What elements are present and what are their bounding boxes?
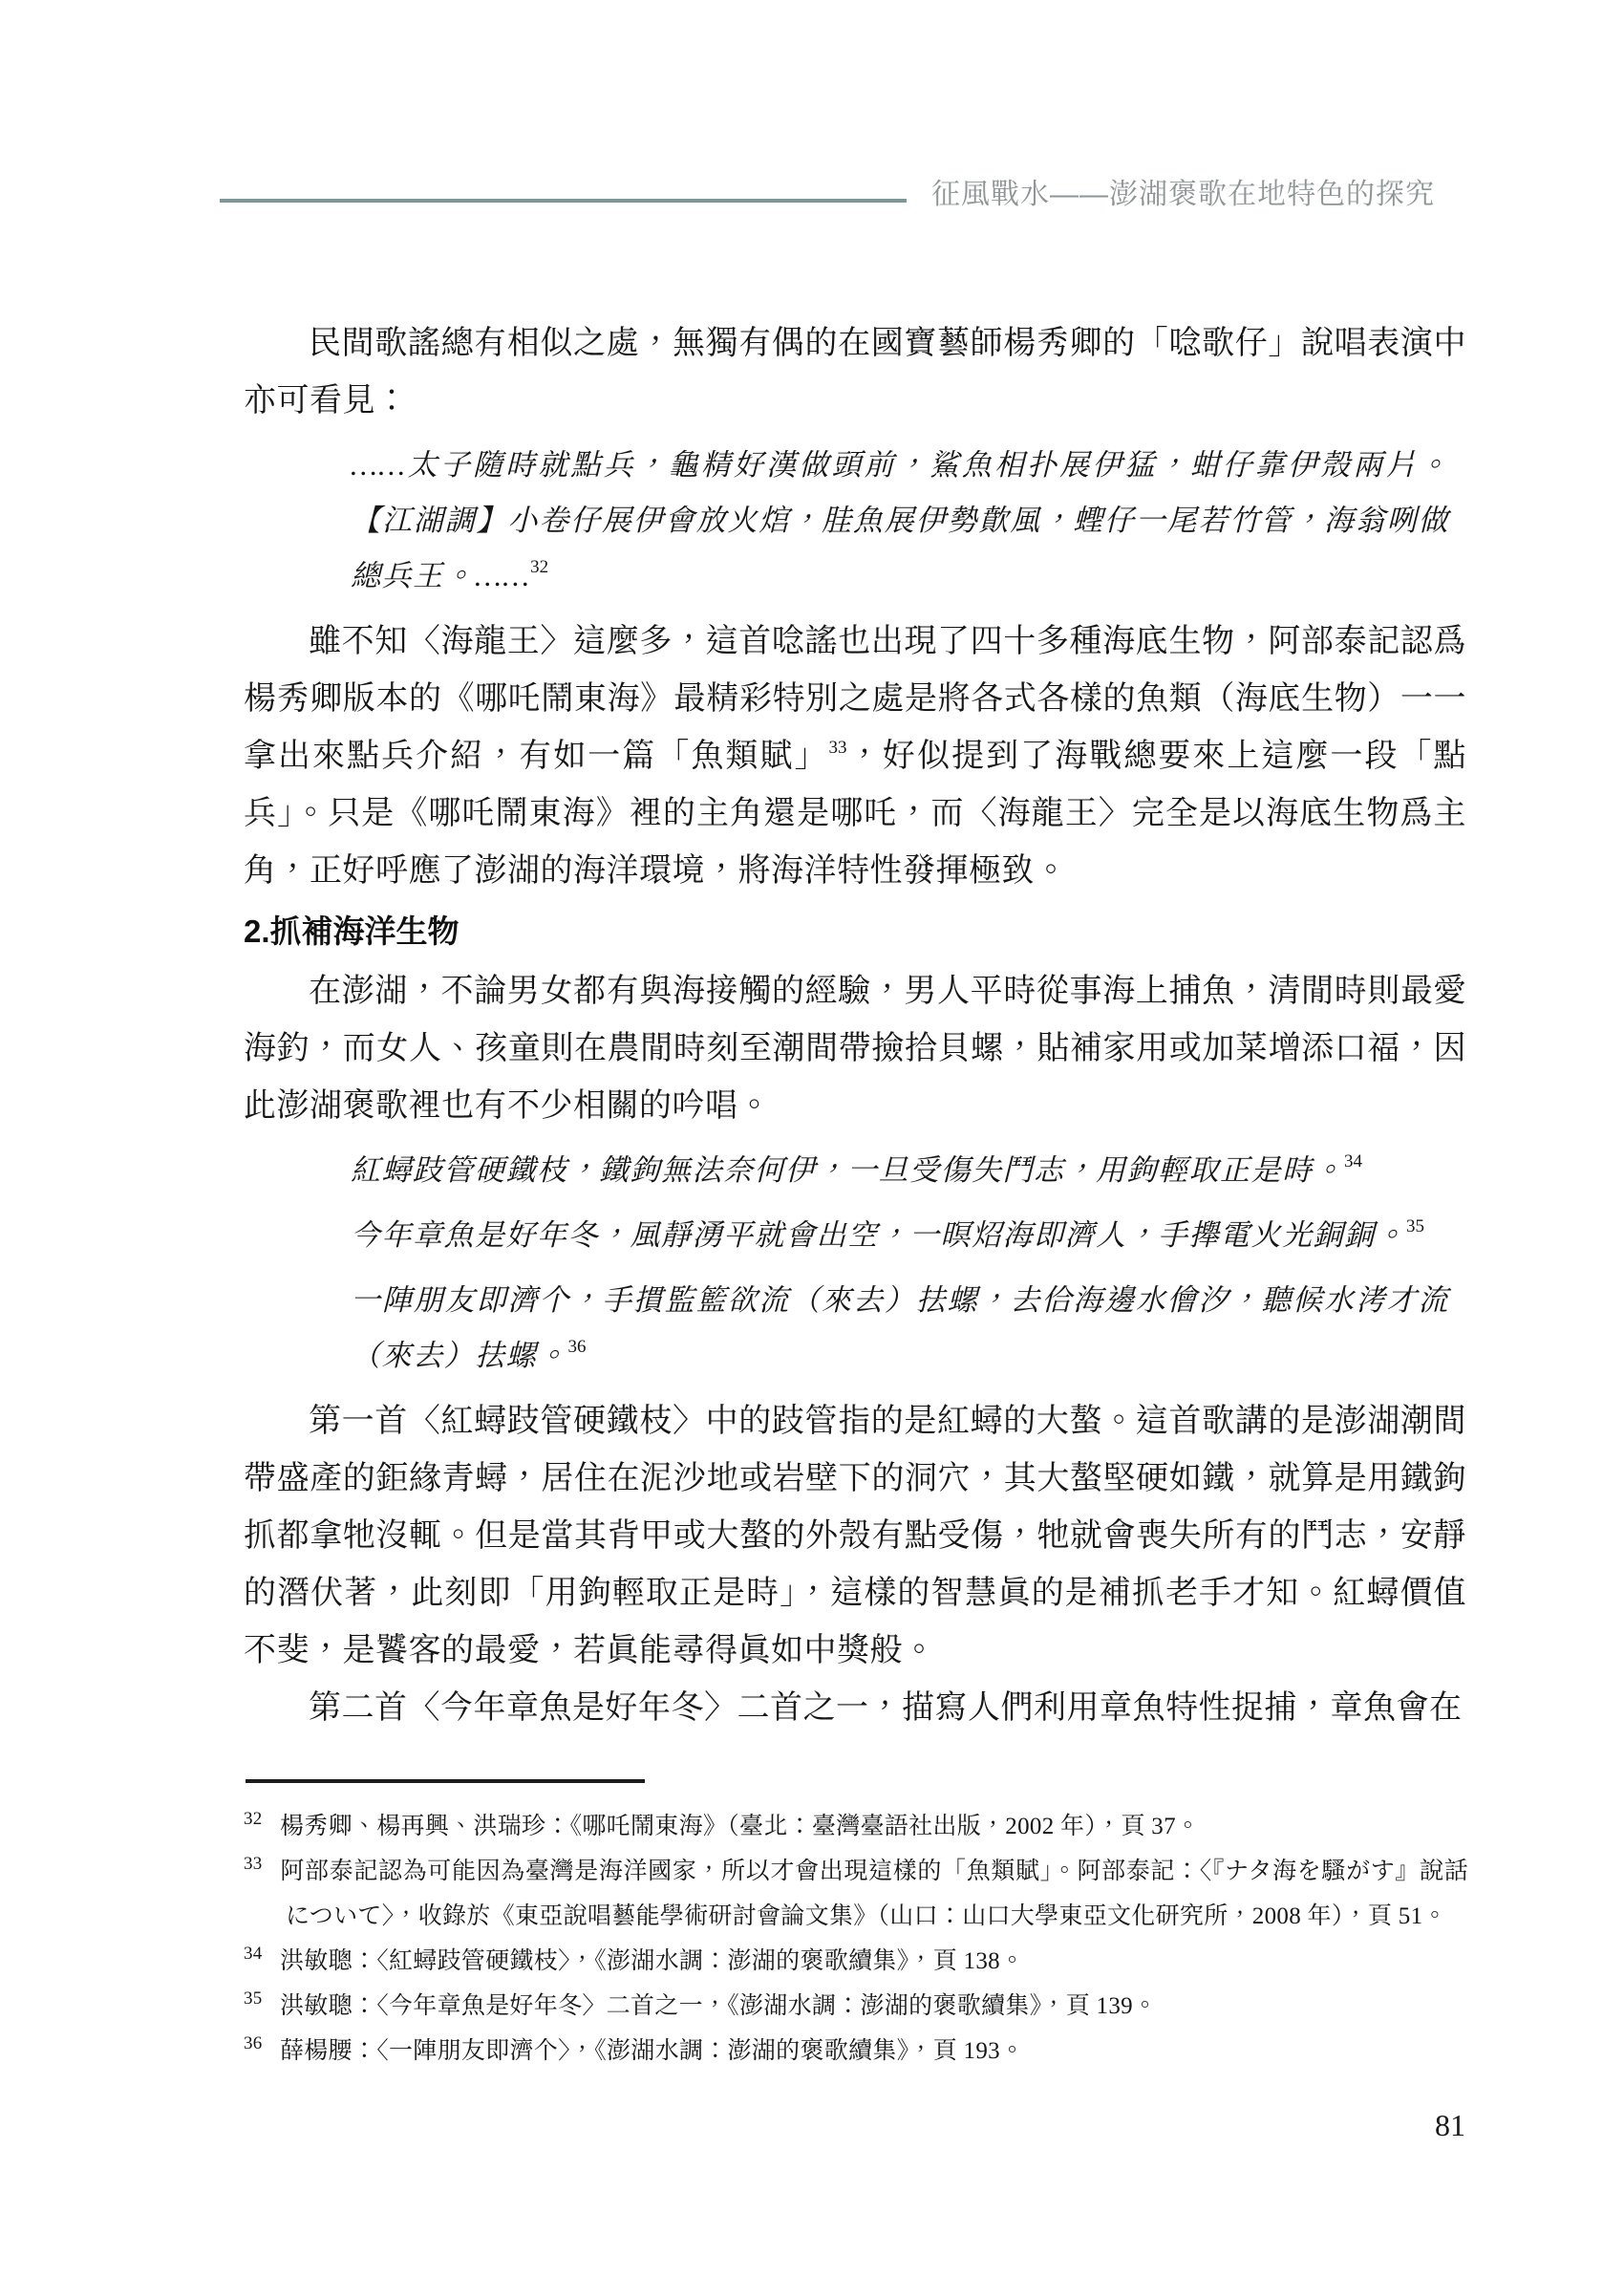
footnote-text: 阿部泰記認為可能因為臺灣是海洋國家，所以才會出現這樣的「魚類賦」。阿部泰記：〈『ナタ海を騷がす』說話について〉，收錄於《東亞說唱藝能學術研討會論文集》（山口：山口大學東亞文化研究所，2008 年），頁 51。	[280, 1859, 1468, 1929]
paragraph: 雖不知〈海龍王〉這麼多，這首唸謠也出現了四十多種海底生物，阿部泰記認爲楊秀卿版本的《哪吒鬧東海》最精彩特別之處是將各式各樣的魚類（海底生物）一一拿出來點兵介紹，有如一篇「魚類賦」$^{33}$，好似提到了海戰總要來上這麼一段「點兵」。只是《哪吒鬧東海》裡的主角還是哪吒，而〈海龍王〉完全是以海底生物爲主角，正好呼應了澎湖的海洋環境，將海洋特性發揮極致。	[244, 624, 1466, 889]
page-header-title: 征風戰水——澎湖褒歌在地特色的探究	[931, 179, 1435, 210]
footnote-item: 35 洪敏聰：〈今年章魚是好年冬〉二首之一，《澎湖水調：澎湖的褒歌續集》，頁 139。	[244, 1988, 1158, 2019]
quote-verse: 紅蟳跂管硬鐵枝，鐵鉤無法奈何伊，一旦受傷失鬥志，用鉤輕取正是時。$^{34}$	[351, 1151, 1362, 1187]
quote-verse: 一陣朋友即濟个，手摜監籃欲流（來去）抾螺，去佮海邊水儈汐，聽候水洘才流（來去）抾螺。$^{36}$	[351, 1283, 1449, 1372]
quote-verse: 今年章魚是好年冬，風靜湧平就會出空，一暝炤海即濟人，手攑電火光銅銅。$^{35}$	[351, 1216, 1424, 1252]
footnote-text: 洪敏聰：〈今年章魚是好年冬〉二首之一，《澎湖水調：澎湖的褒歌續集》，頁 139。	[280, 1993, 1158, 2019]
footnote-list	[244, 1804, 1468, 2074]
quote-verse: ……太子隨時就點兵，龜精好漢做頭前，鯊魚相扑展伊猛，蚶仔靠伊殼兩片。【江湖調】小卷仔展伊會放火熍，胿魚展伊勢歕風，蟶仔一尾若竹管，海翁咧做總兵王。……$^{32}$	[351, 448, 1449, 592]
footnote-text: 洪敏聰：〈紅蟳跂管硬鐵枝〉，《澎湖水調：澎湖的褒歌續集》，頁 138。	[280, 1948, 1025, 1974]
footnote-item: 34 洪敏聰：〈紅蟳跂管硬鐵枝〉，《澎湖水調：澎湖的褒歌續集》，頁 138。	[244, 1944, 1025, 1974]
paragraph: 第二首〈今年章魚是好年冬〉二首之一，描寫人們利用章魚特性捉捕，章魚會在	[309, 1690, 1463, 1726]
footnote-ref: 36	[567, 1337, 587, 1357]
paragraph: 民間歌謠總有相似之處，無獨有偶的在國寶藝師楊秀卿的「唸歌仔」說唱表演中亦可看見：	[244, 326, 1466, 419]
footnotes-section	[244, 1779, 1468, 2074]
paragraph: 第一首〈紅蟳跂管硬鐵枝〉中的跂管指的是紅蟳的大螯。這首歌講的是澎湖潮間帶盛產的鉅緣青蟳，居住在泥沙地或岩壁下的洞穴，其大螯堅硬如鐵，就算是用鐵鉤抓都拿牠沒輒。但是當其背甲或大螯的外殼有點受傷，牠就會喪失所有的鬥志，安靜的潛伏著，此刻即「用鉤輕取正是時」，這樣的智慧眞的是補抓老手才知。紅蟳價值不斐，是饕客的最愛，若眞能尋得眞如中獎般。	[244, 1404, 1466, 1668]
footnote-separator	[246, 1779, 645, 1783]
footnote-item: 36 薛楊腰：〈一陣朋友即濟个〉，《澎湖水調：澎湖的褒歌續集》，頁 193。	[244, 2033, 1025, 2064]
article-body	[244, 315, 1466, 1737]
running-header	[220, 170, 1435, 212]
footnote-ref: 35	[1406, 1216, 1424, 1236]
paragraph: 在澎湖，不論男女都有與海接觸的經驗，男人平時從事海上捕魚，清閒時則最愛海釣，而女人、孩童則在農閒時刻至潮間帶撿拾貝螺，貼補家用或加菜增添口福，因此澎湖褒歌裡也有不少相關的吟唱。	[244, 974, 1466, 1124]
header-rule	[220, 199, 907, 203]
footnote-text: 薛楊腰：〈一陣朋友即濟个〉，《澎湖水調：澎湖的褒歌續集》，頁 193。	[280, 2038, 1025, 2064]
footnote-ref: 33	[828, 738, 847, 758]
footnote-text: 楊秀卿、楊再興、洪瑞珍：《哪吒鬧東海》（臺北：臺灣臺語社出版，2002 年），頁 37。	[280, 1814, 1201, 1839]
footnote-ref: 34	[1344, 1151, 1362, 1171]
section-heading: 2.抓補海洋生物	[244, 913, 459, 949]
footnote-ref: 32	[530, 557, 549, 577]
page-number: 81	[1435, 2108, 1465, 2142]
footnote-item: 33 阿部泰記認為可能因為臺灣是海洋國家，所以才會出現這樣的「魚類賦」。阿部泰記：〈『ナタ海を騷がす』說話について〉，收錄於《東亞說唱藝能學術研討會論文集》（山口：山口大學東亞文化研究所，2008 年），頁 51。	[244, 1854, 1468, 1929]
footnote-item: 32 楊秀卿、楊再興、洪瑞珍：《哪吒鬧東海》（臺北：臺灣臺語社出版，2002 年），頁 37。	[244, 1809, 1201, 1839]
